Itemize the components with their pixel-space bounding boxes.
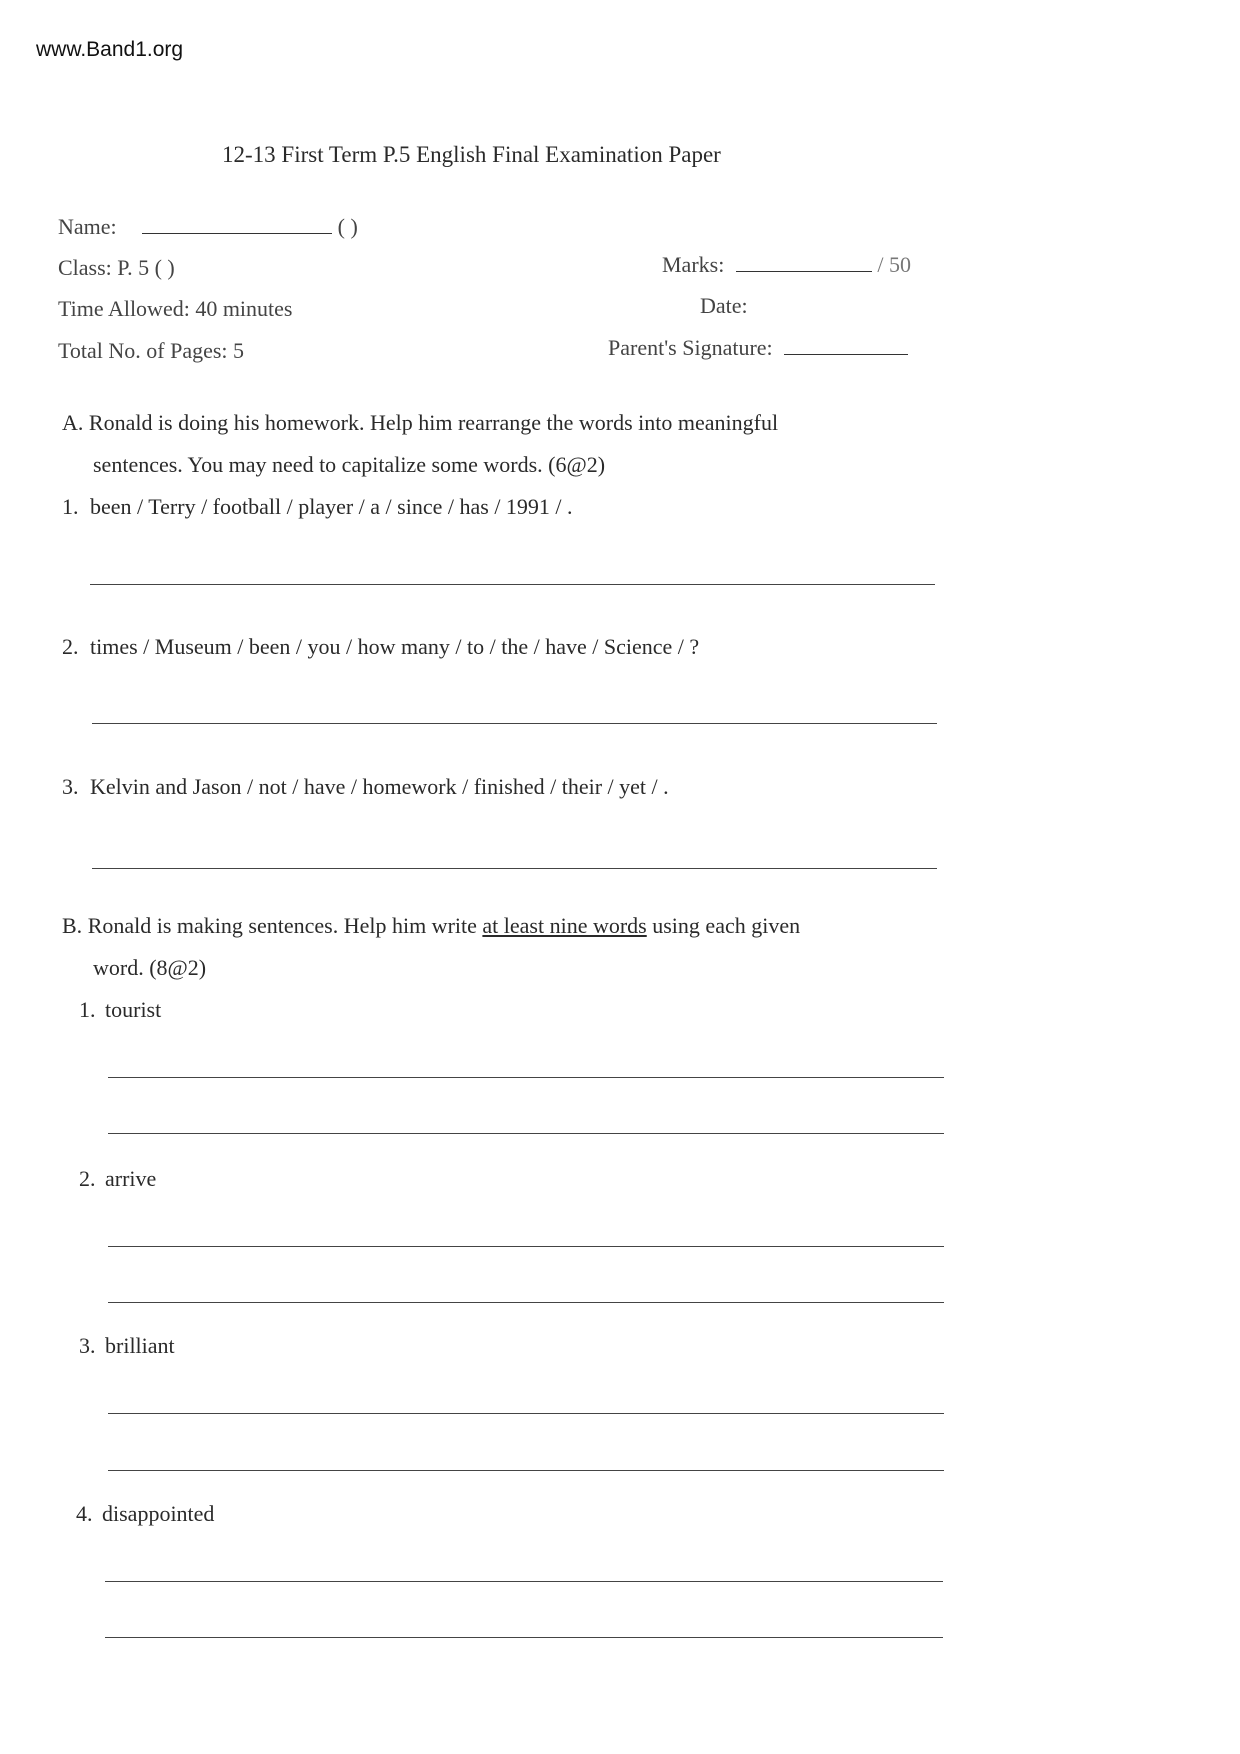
class-number-paren: ( )	[337, 214, 358, 239]
answer-line[interactable]	[90, 584, 935, 585]
parent-signature-field	[608, 335, 908, 361]
question-number: 4.	[76, 1501, 93, 1526]
word-b3	[79, 1333, 175, 1359]
marks-total: / 50	[877, 252, 911, 277]
given-word: disappointed	[102, 1501, 215, 1526]
answer-line[interactable]	[108, 1413, 944, 1414]
class-field: Class: P. 5 ( )	[58, 255, 175, 280]
answer-line[interactable]	[105, 1581, 943, 1582]
time-allowed: Time Allowed: 40 minutes	[58, 296, 293, 321]
name-label: Name:	[58, 214, 117, 239]
signature-blank	[784, 354, 908, 355]
answer-line[interactable]	[105, 1637, 943, 1638]
section-a-instruction-line1: Ronald is doing his homework. Help him rearrange the words into meaningful	[88, 410, 779, 435]
question-a3	[62, 774, 669, 800]
section-b-instruction-line2: word. (8@2)	[93, 955, 207, 980]
name-blank	[142, 233, 332, 234]
answer-line[interactable]	[108, 1133, 944, 1134]
word-b2	[79, 1166, 156, 1192]
date-label: Date:	[700, 293, 748, 318]
question-number: 3.	[79, 1333, 96, 1358]
question-text: Kelvin and Jason / not / have / homework / finished / their / yet / .	[90, 774, 669, 799]
given-word: tourist	[105, 997, 162, 1022]
page-title: 12-13 First Term P.5 English Final Examination Paper	[222, 142, 721, 167]
answer-line[interactable]	[92, 868, 937, 869]
answer-line[interactable]	[108, 1246, 944, 1247]
question-number: 1.	[79, 997, 96, 1022]
question-a2	[62, 634, 699, 660]
section-a-label: A.	[62, 410, 84, 435]
question-number: 3.	[62, 774, 79, 799]
given-word: arrive	[105, 1166, 157, 1191]
total-pages: Total No. of Pages: 5	[58, 338, 245, 363]
section-b-instruction-post: using each given	[646, 913, 801, 938]
question-number: 1.	[62, 494, 79, 519]
word-b1	[79, 997, 161, 1023]
marks-label: Marks:	[662, 252, 725, 277]
question-number: 2.	[62, 634, 79, 659]
given-word: brilliant	[105, 1333, 175, 1358]
answer-line[interactable]	[92, 723, 937, 724]
question-text: times / Museum / been / you / how many / to / the / have / Science / ?	[90, 634, 700, 659]
answer-line[interactable]	[108, 1302, 944, 1303]
marks-blank	[736, 271, 872, 272]
answer-line[interactable]	[108, 1077, 944, 1078]
parent-signature-label: Parent's Signature:	[608, 335, 773, 360]
website-watermark: www.Band1.org	[36, 38, 184, 61]
section-a-instruction-line2: sentences. You may need to capitalize some words. (6@2)	[93, 452, 606, 477]
answer-line[interactable]	[108, 1470, 944, 1471]
word-b4	[76, 1501, 214, 1527]
section-b-label: B.	[62, 913, 83, 938]
section-b-instruction-pre: Ronald is making sentences. Help him write	[87, 913, 483, 938]
section-a-instruction	[62, 410, 778, 436]
name-field	[58, 214, 358, 240]
section-b-instruction	[62, 913, 800, 939]
marks-field	[662, 252, 911, 278]
question-number: 2.	[79, 1166, 96, 1191]
question-text: been / Terry / football / player / a / since / has / 1991 / .	[90, 494, 573, 519]
section-b-emphasis: at least nine words	[482, 913, 647, 938]
question-a1	[62, 494, 573, 520]
